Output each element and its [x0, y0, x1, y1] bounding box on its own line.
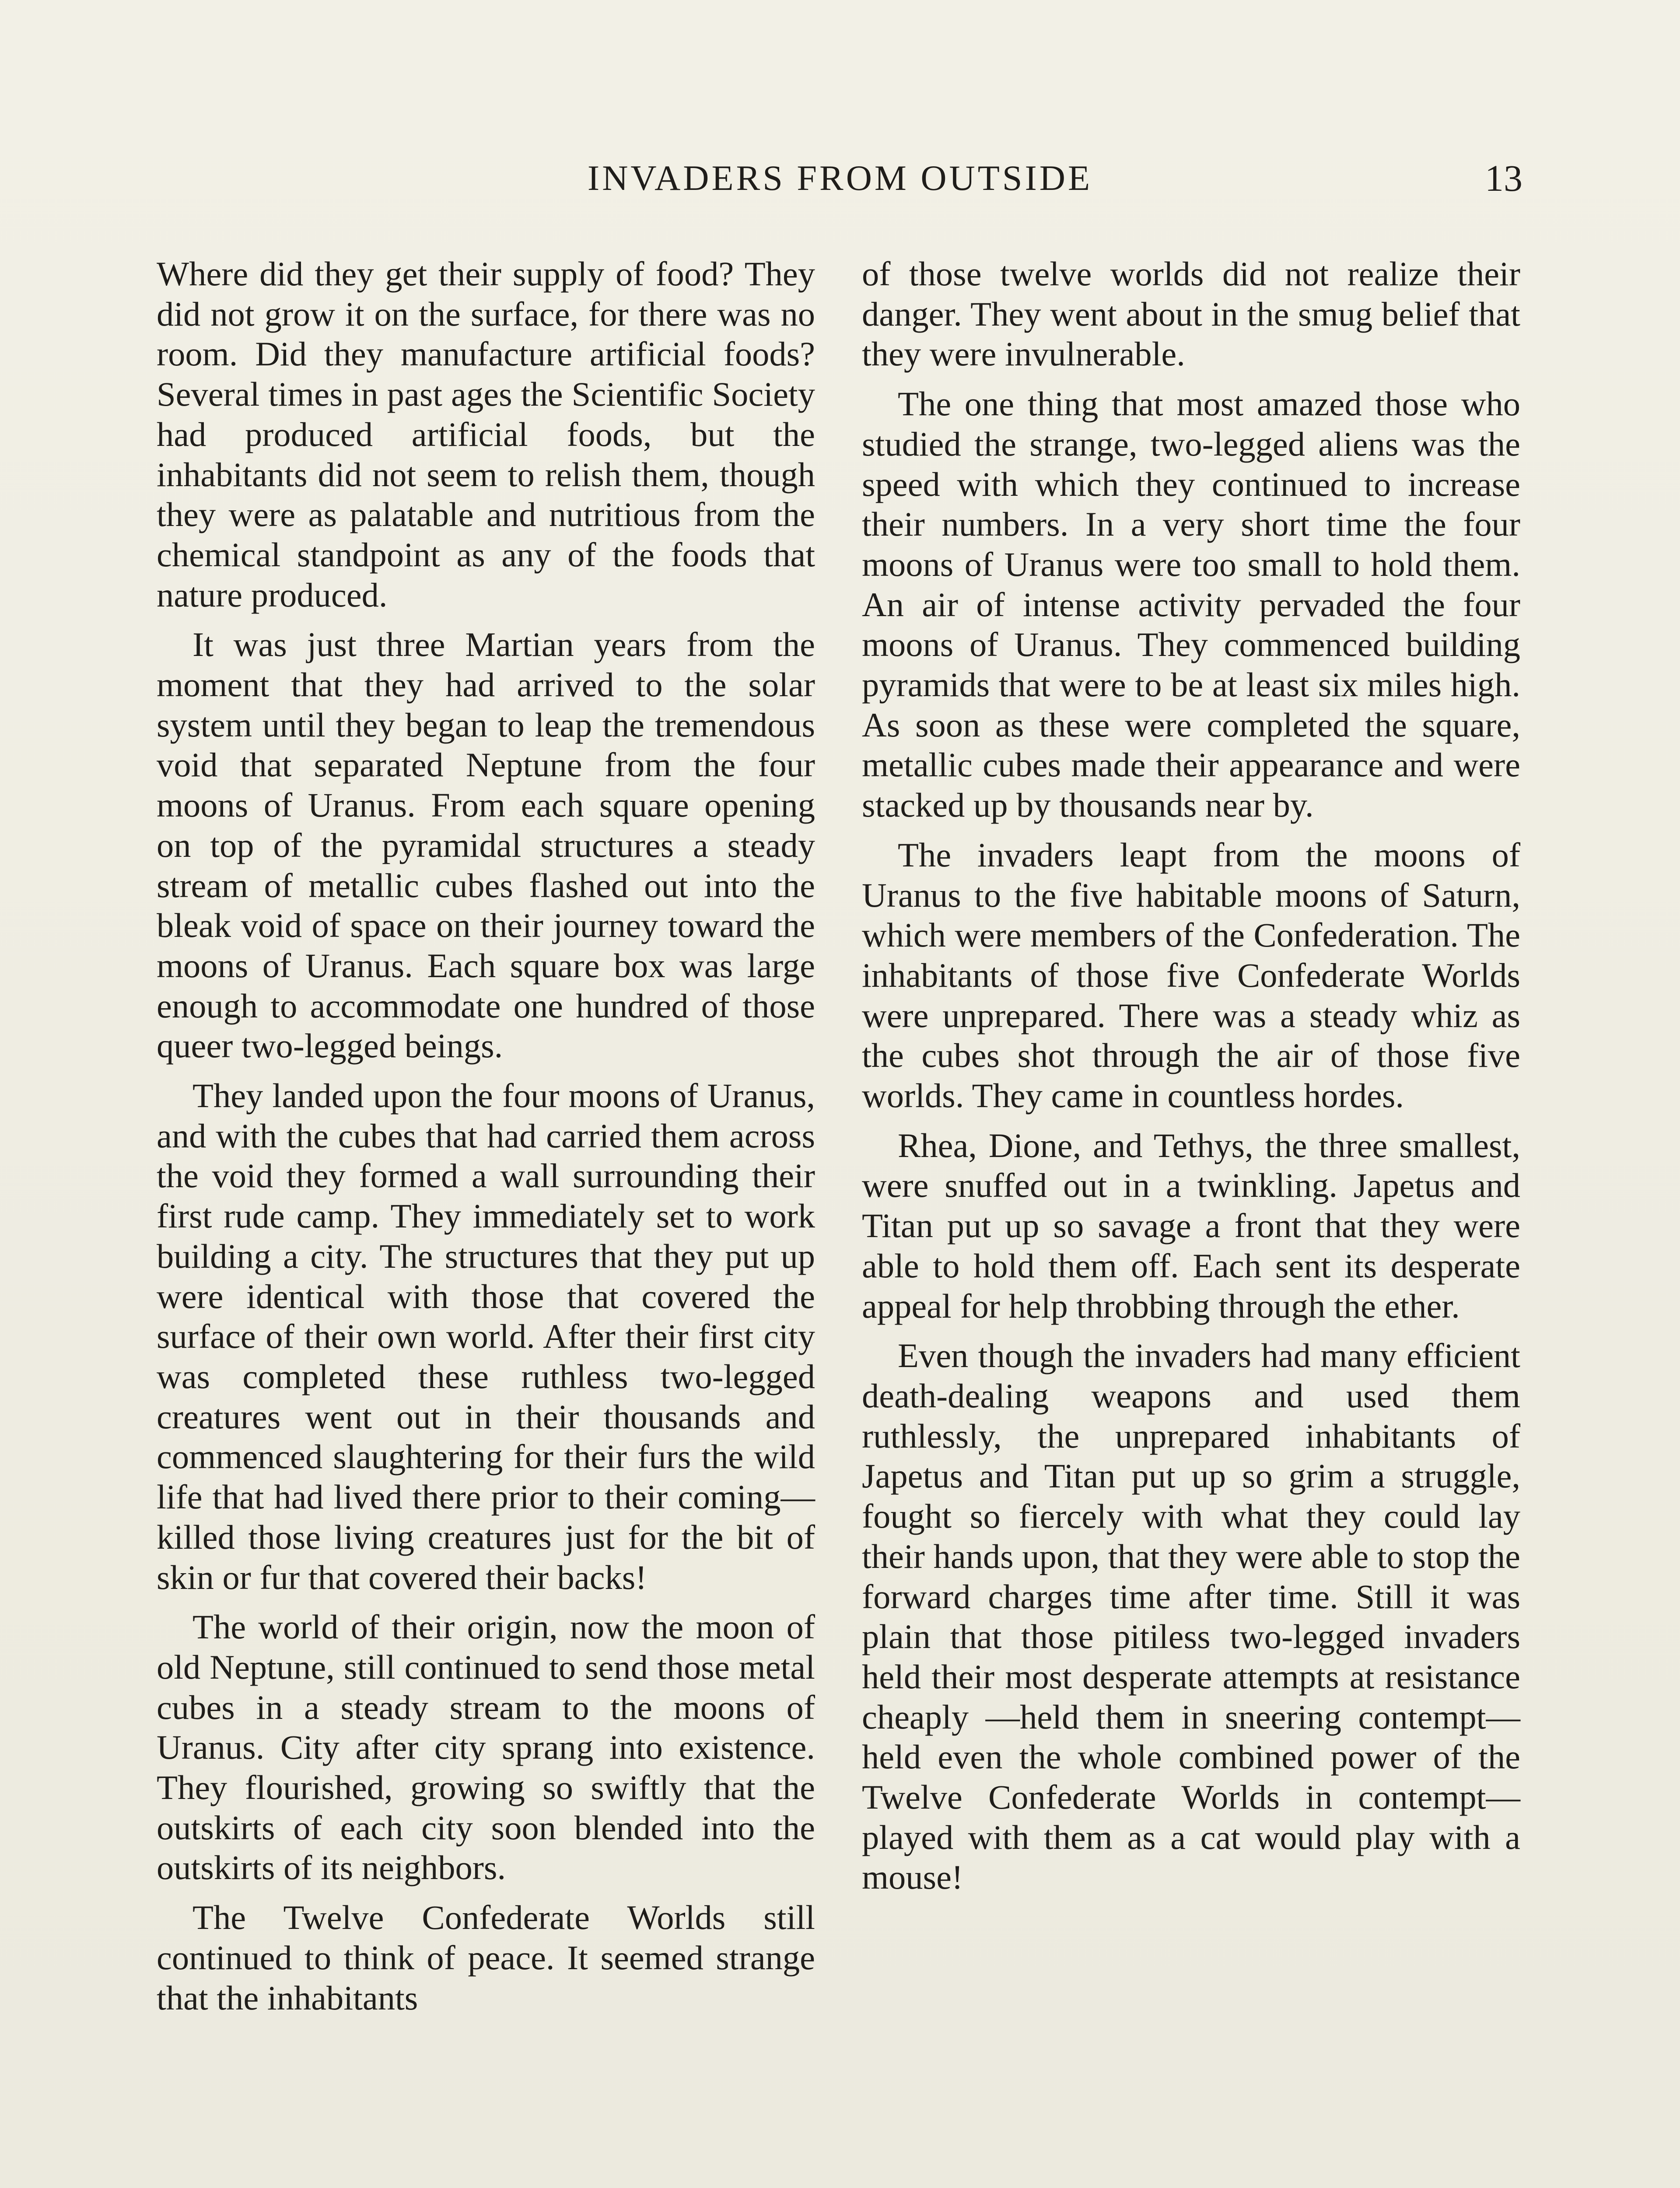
paragraph: of those twelve worlds did not realize their danger. They went about in the smug belief that they were invulnerable. [862, 255, 1520, 373]
paragraph: Even though the invaders had many efficient death-dealing weapons and used them ruthlessly, the unprepared inhabitants of Japetus and Titan put up so grim a struggle, fought so fiercely with what they could lay their hands upon, that they were able to stop the forward charges time after time. Still it was plain that those pitiless two-legged invaders held their most desperate attempts at resistance cheaply —held them in sneering contempt—held even the whole combined power of the Twelve Confederate Worlds in contempt—played with them as a cat would play with a mouse! [862, 1336, 1520, 1897]
running-header [158, 154, 1522, 207]
left-column [157, 254, 815, 2027]
paragraph: The one thing that most amazed those who studied the strange, two-legged aliens was the speed with which they continued to increase their numbers. In a very short time the four moons of Uranus were too small to hold them. An air of intense activity pervaded the four moons of Uranus. They commenced building pyramids that were to be at least six miles high. As soon as these were completed the square, metallic cubes made their appearance and were stacked up by thousands near by. [862, 385, 1520, 824]
paragraph: Rhea, Dione, and Tethys, the three smallest, were snuffed out in a twinkling. Japetus and Titan put up so savage a front that they were able to hold them off. Each sent its desperate appeal for help throbbing through the ether. [862, 1126, 1520, 1325]
right-column [862, 254, 1520, 1907]
paragraph: Where did they get their supply of food? They did not grow it on the surface, for there was no room. Did they manufacture artificial foods? Several times in past ages the Scientific Society had produced artificial foods, but the inhabitants did not seem to relish them, though they were as palatable and nutritious from the chemical standpoint as any of the foods that nature produced. [157, 255, 815, 614]
paragraph: The invaders leapt from the moons of Uranus to the five habitable moons of Saturn, which were members of the Confederation. The inhabitants of those five Confederate Worlds were unprepared. There was a steady whiz as the cubes shot through the air of those five worlds. They came in countless hordes. [862, 835, 1520, 1115]
page-number: 13 [1485, 157, 1522, 199]
paragraph: The Twelve Confederate Worlds still continued to think of peace. It seemed strange that the inhabitants [157, 1898, 815, 2017]
paragraph: It was just three Martian years from the moment that they had arrived to the solar system until they began to leap the tremendous void that separated Neptune from the four moons of Uranus. From each square opening on top of the pyramidal structures a steady stream of metallic cubes flashed out into the bleak void of space on their journey toward the moons of Uranus. Each square box was large enough to accommodate one hundred of those queer two-legged beings. [157, 625, 815, 1065]
running-title: INVADERS FROM OUTSIDE [587, 158, 1093, 198]
paragraph: The world of their origin, now the moon of old Neptune, still continued to send those metal cubes in a steady stream to the moons of Uranus. City after city sprang into existence. They flourished, growing so swiftly that the outskirts of each city soon blended into the outskirts of its neighbors. [157, 1608, 815, 1887]
paragraph: They landed upon the four moons of Uranus, and with the cubes that had carried them across the void they formed a wall surrounding their first rude camp. They immediately set to work building a city. The structures that they put up were identical with those that covered the surface of their own world. After their first city was completed these ruthless two-legged creatures went out in their thousands and commenced slaughtering for their furs the wild life that had lived there prior to their coming—killed those living creatures just for the bit of skin or fur that covered their backs! [157, 1076, 815, 1596]
